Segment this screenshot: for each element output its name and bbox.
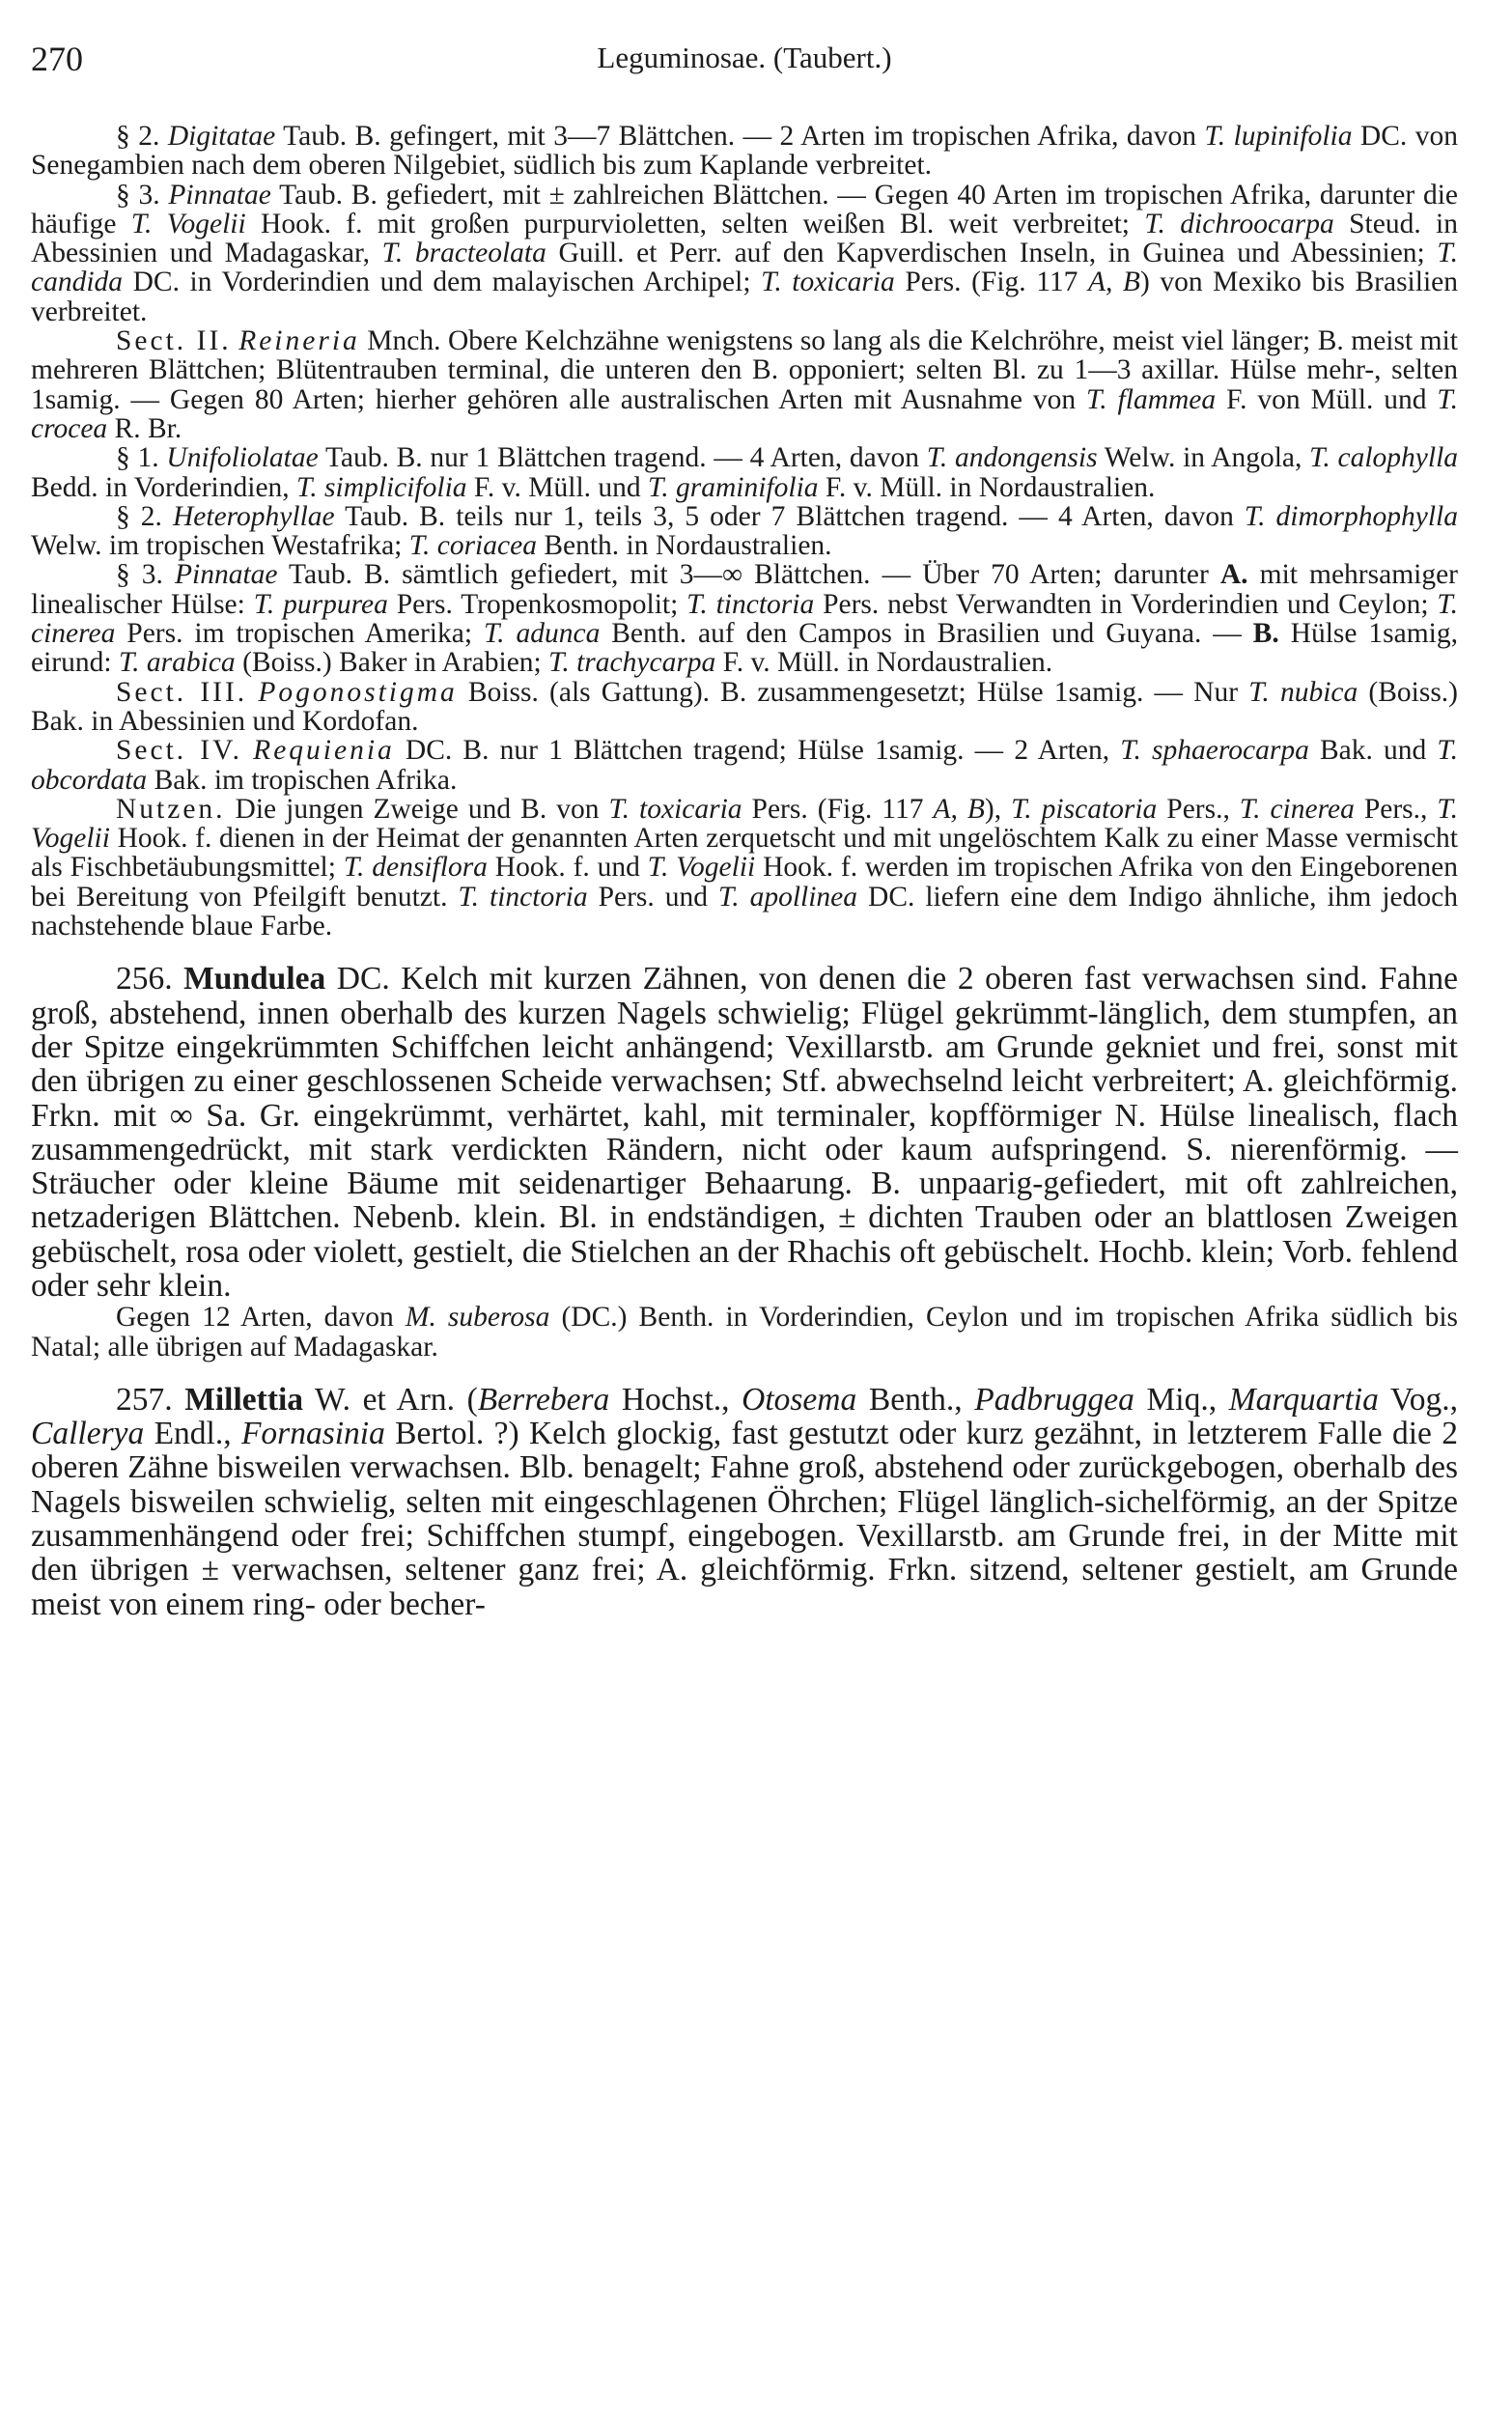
text-run: T. toxicaria	[608, 793, 742, 825]
text-run: F. von Müll. und	[1216, 383, 1438, 415]
paragraph	[31, 1303, 1458, 1362]
text-run: Taub. B. gefiedert, mit ± zahlreichen Blättchen. — Gegen 40 Arten im tropischen Afrika, darunter die häufige	[31, 179, 1459, 239]
text-run: Hook. f. und	[487, 852, 648, 884]
text-run: M. suberosa	[405, 1302, 550, 1334]
paragraph	[31, 736, 1458, 795]
text-run: DC. in Vorderindien und dem malayischen Archipel;	[123, 267, 762, 298]
text-run: ) von Mexiko bis Brasilien verbreitet.	[31, 267, 1458, 327]
text-run: T. crocea	[31, 383, 1459, 444]
text-run: T. nubica	[1248, 676, 1358, 708]
text-run: Bak. im tropischen Afrika.	[147, 764, 458, 796]
text-run: Otosema	[742, 1381, 857, 1418]
text-run: W. et Arn. (	[303, 1381, 478, 1418]
text-run: T. candida	[31, 238, 1458, 298]
text-run: § 3.	[116, 559, 175, 591]
text-run: T. cinerea	[1239, 793, 1355, 825]
text-run: Pers. nebst Verwandten in Vorderindien und Ceylon;	[814, 588, 1438, 620]
text-run: T. Vogelii	[647, 852, 756, 884]
text-run: Pinnatae	[175, 559, 278, 591]
paragraph	[31, 326, 1458, 443]
text-run: Pers. und	[587, 881, 719, 913]
text-run: Marquartia	[1228, 1381, 1379, 1418]
text-run: Hook. f. dienen in der Heimat der genannten Arten zerquetscht und mit ungelöschtem Kalk zu einer Masse vermischt als Fischbetäubungsmittel;	[31, 823, 1458, 884]
text-run: T. densiflora	[343, 852, 488, 884]
paragraph	[31, 1383, 1458, 1621]
text-run: F. v. Müll. und	[466, 471, 649, 503]
paragraph	[31, 560, 1458, 677]
text-run: 257.	[116, 1381, 185, 1418]
paragraph	[31, 502, 1458, 561]
text-run: DC. Kelch mit kurzen Zähnen, von denen die 2 oberen fast verwachsen sind. Fahne groß, abstehend, innen oberhalb des kurzen Nagels schwielig; Flügel gekrümmt-länglich, dem stumpfen, an der Spitze eingekrümmten Schiffchen leicht anhängend; Vexillarstb. am Grunde gekniet und frei, sonst mit den übrigen zu einer geschlossenen Scheide verwachsen; Stf. abwechselnd leicht verbreitert; A. gleichförmig. Frkn. mit ∞ Sa. Gr. eingekrümmt, verhärtet, kahl, mit terminaler, kopfförmiger N. Hülse linealisch, flach zusammengedrückt, mit stark verdickten Rändern, nicht oder kaum aufspringend. S. nierenförmig. — Sträucher oder kleine Bäume mit seidenartiger Behaarung. B. unpaarig-gefiedert, mit oft zahlreichen, netzaderigen Blättchen. Nebenb. klein. Bl. in endständigen, ± dichten Trauben oder an blattlosen Zweigen gebüschelt, rosa oder violett, gestielt, die Stielchen an der Rhachis oft gebüschelt. Hochb. klein; Vorb. fehlend oder sehr klein.	[31, 961, 1459, 1304]
text-run: F. v. Müll. in Nordaustralien.	[715, 647, 1053, 679]
text-run: A, B	[933, 793, 985, 825]
text-run: Steud. in Abessinien und Madagaskar,	[31, 208, 1458, 269]
text-run: Mundulea	[183, 961, 326, 997]
text-run: T. cinerea	[31, 588, 1459, 650]
text-run: Sect. II.	[116, 325, 232, 357]
text-run: Callerya	[31, 1416, 145, 1452]
text-run: Bedd. in Vorderindien,	[31, 471, 297, 503]
page-number: 270	[31, 40, 83, 78]
text-run: T. dichroocarpa	[1144, 208, 1334, 239]
text-run: Digitatae	[167, 121, 276, 152]
text-run: T. Vogelii	[130, 208, 246, 239]
text-run: R. Br.	[107, 412, 182, 444]
body-text	[31, 122, 1458, 1621]
text-run: T. bracteolata	[381, 238, 546, 269]
page-header	[31, 39, 1458, 87]
text-run: T. Vogelii	[31, 793, 1458, 855]
text-run: T. sphaerocarpa	[1120, 735, 1309, 767]
text-run: (Boiss.) Baker in Arabien;	[235, 647, 549, 679]
text-run: T. purpurea	[253, 588, 388, 620]
text-run: Hook. f. werden im tropischen Afrika von den Eingeborenen bei Bereitung von Pfeilgift benutzt.	[31, 852, 1459, 913]
text-run: Taub. B. sämtlich gefiedert, mit 3—∞ Blättchen. — Über 70 Arten; darunter	[277, 559, 1220, 591]
text-run: B.	[1252, 618, 1279, 650]
text-run: T. lupinifolia	[1204, 121, 1353, 152]
text-run: T. toxicaria	[761, 267, 895, 298]
text-run: T. calophylla	[1309, 442, 1459, 474]
text-run: Welw. in Angola,	[1097, 442, 1310, 474]
text-run: T. coriacea	[408, 530, 537, 562]
text-run: T. tinctoria	[458, 881, 588, 913]
text-run: § 1.	[116, 442, 167, 474]
text-run: ),	[984, 793, 1012, 825]
text-run: Fornasinia	[240, 1416, 385, 1452]
text-run: Nutzen.	[116, 793, 226, 825]
text-run: Berrebera	[477, 1381, 610, 1418]
text-run: (Boiss.) Bak. in Abessinien und Kordofan.	[31, 676, 1459, 737]
text-run: Reineria	[238, 325, 360, 357]
text-run: Hülse 1samig, eirund:	[31, 618, 1458, 679]
text-run: T. adunca	[483, 618, 601, 650]
text-run: Die jungen Zweige und B. von	[225, 793, 609, 825]
text-run: Welw. im tropischen Westafrika;	[31, 530, 409, 562]
text-run: Millettia	[184, 1381, 304, 1418]
text-run: Pers. im tropischen Amerika;	[115, 618, 484, 650]
text-run: Heterophyllae	[172, 500, 335, 532]
text-run: Pers.,	[1354, 793, 1438, 825]
text-run: Sect. IV.	[116, 735, 243, 767]
text-run: T. arabica	[118, 647, 236, 679]
text-run: T. obcordata	[31, 735, 1459, 796]
text-run: T. andongensis	[926, 442, 1098, 474]
text-run: T. simplicifolia	[296, 471, 467, 503]
text-run: § 2.	[116, 500, 173, 532]
text-run: T. tinctoria	[686, 588, 815, 620]
text-run: (DC.) Benth. in Vorderindien, Ceylon und im tropischen Afrika südlich bis Natal; alle übrigen auf Madagaskar.	[31, 1302, 1458, 1363]
text-run: Taub. B. nur 1 Blättchen tragend. — 4 Arten, davon	[318, 442, 927, 474]
text-run: Guill. et Perr. auf den Kapverdischen Inseln, in Guinea und Abessinien;	[546, 238, 1438, 269]
text-run: Pinnatae	[168, 179, 271, 211]
text-run	[242, 735, 253, 766]
text-run: Sect. III.	[116, 676, 248, 708]
text-run: T. trachycarpa	[548, 647, 716, 679]
text-run: Vog.,	[1378, 1381, 1458, 1418]
text-run: DC. von Senegambien nach dem oberen Nilgebiet, südlich bis zum Kaplande verbreitet.	[31, 121, 1459, 182]
text-run: DC. liefern eine dem Indigo ähnliche, ihm jedoch nachstehende blaue Farbe.	[31, 881, 1458, 942]
text-run: Taub. B. gefingert, mit 3—7 Blättchen. — 2 Arten im tropischen Afrika, davon	[275, 121, 1205, 152]
text-run: Pogonostigma	[258, 676, 458, 708]
text-run: T. piscatoria	[1011, 793, 1158, 825]
paragraph	[31, 181, 1458, 326]
text-run: A.	[1219, 559, 1248, 591]
text-run: T. flammea	[1086, 383, 1217, 415]
text-run: Bertol. ?) Kelch glockig, fast gestutzt oder kurz gezähnt, in letzterem Falle die 2 oberen Zähne bisweilen verwachsen. Blb. benagelt; Fahne groß, abstehend oder zurückgebogen, oberhalb des Nagels bisweilen schwielig, selten mit eingeschlagenen Öhrchen; Flügel länglich-sichelförmig, an der Spitze zusammenhängend oder frei; Schiffchen stumpf, eingebogen. Vexillarstb. am Grunde frei, in der Mitte mit den übrigen ± verwachsen, seltener ganz frei; A. gleichförmig. Frkn. sitzend, seltener gestielt, am Grunde meist von einem ring- oder becher-	[31, 1416, 1458, 1622]
running-title: Leguminosae. (Taubert.)	[597, 41, 892, 74]
text-run: T. graminifolia	[648, 471, 819, 503]
paragraph	[31, 678, 1458, 737]
text-run: DC. B. nur 1 Blättchen tragend; Hülse 1samig. — 2 Arten,	[394, 735, 1121, 767]
text-run: Benth.,	[856, 1381, 975, 1418]
paragraph	[31, 795, 1458, 941]
text-run: mit mehrsamiger linealischer Hülse:	[31, 559, 1459, 620]
text-run: Benth. in Nordaustralien.	[536, 530, 832, 562]
text-run: Pers.,	[1157, 793, 1240, 825]
text-run: Pers. (Fig. 117	[742, 793, 934, 825]
text-run: Pers. Tropenkosmopolit;	[387, 588, 687, 620]
paragraph	[31, 443, 1458, 502]
text-run: T. apollinea	[718, 881, 858, 913]
paragraph	[31, 962, 1458, 1303]
text-run: Gegen 12 Arten, davon	[116, 1302, 406, 1334]
text-run: A, B	[1087, 267, 1140, 298]
text-run: Taub. B. teils nur 1, teils 3, 5 oder 7 Blättchen tragend. — 4 Arten, davon	[334, 500, 1245, 532]
text-run: Endl.,	[144, 1416, 241, 1452]
text-run: Benth. auf den Campos in Brasilien und Guyana. —	[600, 618, 1253, 650]
text-run: Bak. und	[1308, 735, 1438, 767]
text-run: Pers. (Fig. 117	[894, 267, 1088, 298]
text-run	[247, 677, 258, 708]
text-run: § 2.	[116, 121, 168, 152]
text-run: Padbruggea	[974, 1381, 1134, 1418]
paragraph	[31, 122, 1458, 181]
text-run: Mnch. Obere Kelchzähne wenigstens so lang als die Kelchröhre, meist viel länger; B. meist mit mehreren Blättchen; Blütentrauben terminal, die unteren den B. opponiert; selten Bl. zu 1—3 axillar. Hülse mehr-, selten 1samig. — Gegen 80 Arten; hierher gehören alle australischen Arten mit Ausnahme von	[31, 325, 1459, 415]
text-run: F. v. Müll. in Nordaustralien.	[818, 471, 1156, 503]
text-run: 256.	[116, 961, 184, 997]
text-run: Miq.,	[1134, 1381, 1229, 1418]
text-run: T. dimorphophylla	[1244, 500, 1458, 532]
text-run: Hochst.,	[609, 1381, 742, 1418]
text-run: Boiss. (als Gattung). B. zusammengesetzt; Hülse 1samig. — Nur	[457, 676, 1249, 708]
text-run: Unifoliolatae	[166, 442, 319, 474]
text-run: Requienia	[253, 735, 395, 767]
text-run: § 3.	[116, 179, 169, 211]
text-run: Hook. f. mit großen purpurvioletten, selten weißen Bl. weit verbreitet;	[245, 208, 1145, 239]
